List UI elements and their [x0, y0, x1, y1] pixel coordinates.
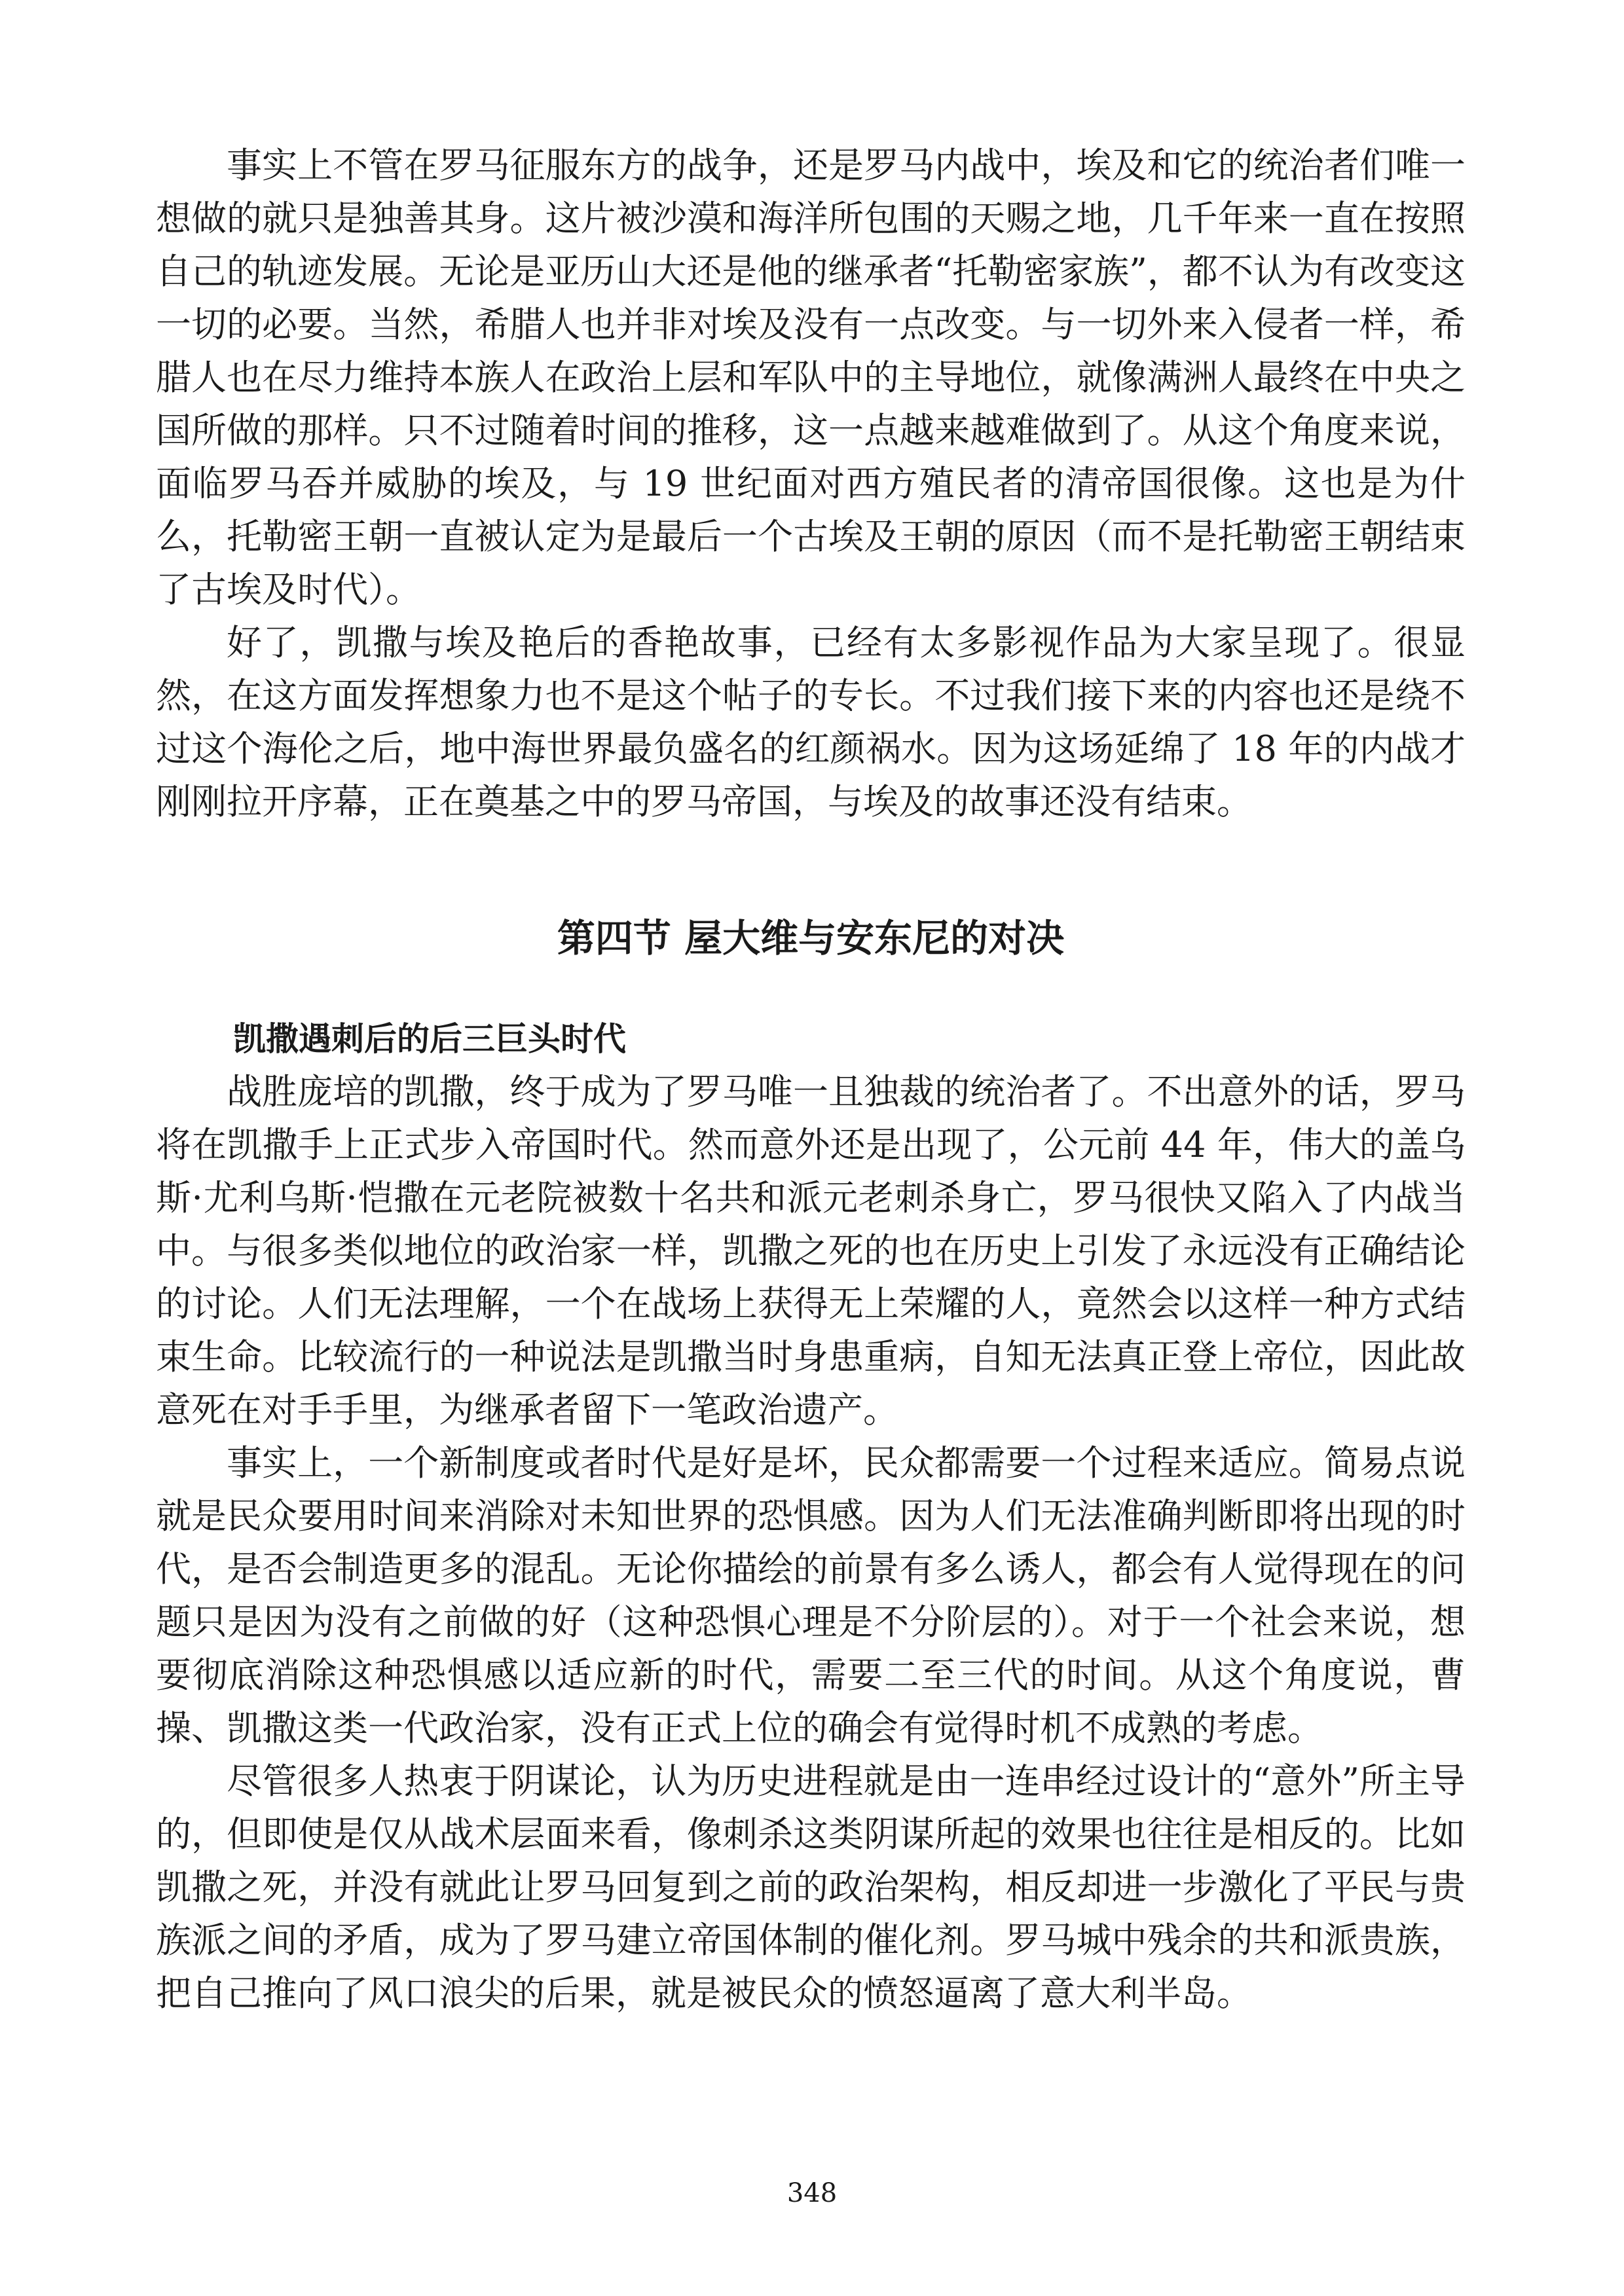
paragraph-conspiracy: 尽管很多人热衷于阴谋论，认为历史进程就是由一连串经过设计的“意外”所主导的，但即使是仅从战术层面来看，像刺杀这类阴谋所起的效果也往往是相反的。比如凯撒之死，并没有就此让罗马回复到之前的政治架构，相反却进一步激化了平民与贵族派之间的矛盾，成为了罗马建立帝国体制的催化剂。罗马城中残余的共和派贵族，把自己推向了风口浪尖的后果，就是被民众的愤怒逼离了意大利半岛。 — [156, 1760, 1466, 2014]
subsection-title: 凯撒遇刺后的后三巨头时代 — [233, 1020, 626, 1058]
paragraph-cleopatra: 好了，凯撒与埃及艳后的香艳故事，已经有太多影视作品为大家呈现了。很显然，在这方面发挥想象力也不是这个帖子的专长。不过我们接下来的内容也还是绕不过这个海伦之后，地中海世界最负盛名的红颜祸水。因为这场延绵了 18 年的内战才刚刚拉开序幕，正在奠基之中的罗马帝国，与埃及的故事还没有结束。 — [156, 622, 1466, 822]
page-number: 348 — [786, 2178, 838, 2208]
paragraph-caesar-death: 战胜庞培的凯撒，终于成为了罗马唯一且独裁的统治者了。不出意外的话，罗马将在凯撒手上正式步入帝国时代。然而意外还是出现了，公元前 44 年，伟大的盖乌斯·尤利乌斯·恺撒在元老院被数十名共和派元老刺杀身亡，罗马很快又陷入了内战当中。与很多类似地位的政治家一样，凯撒之死的也在历史上引发了永远没有正确结论的讨论。人们无法理解，一个在战场上获得无上荣耀的人，竟然会以这样一种方式结束生命。比较流行的一种说法是凯撒当时身患重病，自知无法真正登上帝位，因此故意死在对手手里，为继承者留下一笔政治遗产。 — [156, 1071, 1466, 1430]
paragraph-egypt-role: 事实上不管在罗马征服东方的战争，还是罗马内战中，埃及和它的统治者们唯一想做的就只是独善其身。这片被沙漠和海洋所包围的天赐之地，几千年来一直在按照自己的轨迹发展。无论是亚历山大还是他的继承者“托勒密家族”，都不认为有改变这一切的必要。当然，希腊人也并非对埃及没有一点改变。与一切外来入侵者一样，希腊人也在尽力维持本族人在政治上层和军队中的主导地位，就像满洲人最终在中央之国所做的那样。只不过随着时间的推移，这一点越来越难做到了。从这个角度来说，面临罗马吞并威胁的埃及，与 19 世纪面对西方殖民者的清帝国很像。这也是为什么，托勒密王朝一直被认定为是最后一个古埃及王朝的原因（而不是托勒密王朝结束了古埃及时代）。 — [156, 145, 1466, 610]
section-title: 第四节 屋大维与安东尼的对决 — [557, 916, 1065, 960]
page-body — [156, 139, 1466, 2020]
paragraph-fear-of-change: 事实上，一个新制度或者时代是好是坏，民众都需要一个过程来适应。简易点说就是民众要用时间来消除对未知世界的恐惧感。因为人们无法准确判断即将出现的时代，是否会制造更多的混乱。无论你描绘的前景有多么诱人，都会有人觉得现在的问题只是因为没有之前做的好（这种恐惧心理是不分阶层的）。对于一个社会来说，想要彻底消除这种恐惧感以适应新的时代，需要二至三代的时间。从这个角度说，曹操、凯撒这类一代政治家，没有正式上位的确会有觉得时机不成熟的考虑。 — [156, 1442, 1466, 1749]
